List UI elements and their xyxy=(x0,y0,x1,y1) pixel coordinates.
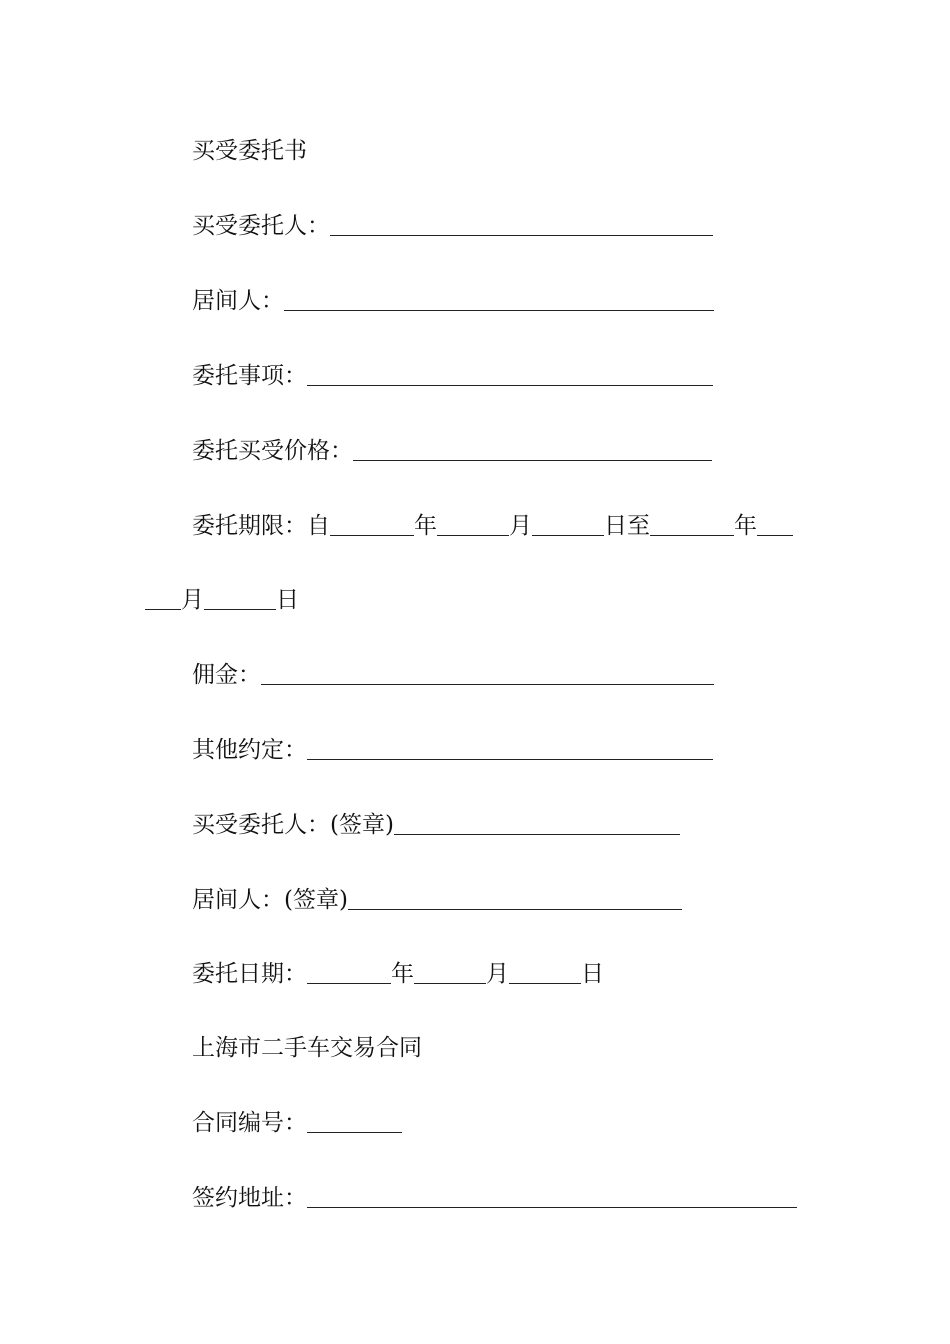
other-label: 其他约定： xyxy=(192,737,307,763)
commission-label: 佣金： xyxy=(192,662,261,688)
other-blank[interactable] xyxy=(307,737,713,760)
sign-address-blank[interactable] xyxy=(307,1185,797,1208)
broker-sign-blank[interactable] xyxy=(348,887,682,910)
contract-no-label: 合同编号： xyxy=(192,1110,307,1136)
price-line xyxy=(192,436,712,466)
date-month-blank[interactable] xyxy=(414,961,486,984)
buyer-blank[interactable] xyxy=(330,213,713,236)
buyer-line xyxy=(192,211,713,241)
broker-line xyxy=(192,286,714,316)
price-blank[interactable] xyxy=(353,438,712,461)
broker-sign-label: 居间人：(签章) xyxy=(192,887,348,913)
term-end-month-blank-part1[interactable] xyxy=(757,513,793,536)
contract-title-text: 上海市二手车交易合同 xyxy=(192,1035,422,1061)
sign-address-line xyxy=(192,1183,797,1213)
buyer-sign-line xyxy=(192,810,680,840)
contract-title xyxy=(192,1033,422,1063)
contract-no-blank[interactable] xyxy=(307,1110,402,1133)
other-line xyxy=(192,735,713,765)
term-start-day-blank[interactable] xyxy=(532,513,604,536)
date-line xyxy=(192,959,604,989)
price-label: 委托买受价格： xyxy=(192,438,353,464)
term-day-to: 日至 xyxy=(604,513,650,539)
term-end-day-blank[interactable] xyxy=(204,587,276,610)
commission-blank[interactable] xyxy=(261,662,714,685)
date-day-label: 日 xyxy=(581,961,604,987)
broker-blank[interactable] xyxy=(284,288,714,311)
date-month-label: 月 xyxy=(486,961,509,987)
date-label: 委托日期： xyxy=(192,961,307,987)
term-line-continued xyxy=(145,585,299,615)
term-start-month-blank[interactable] xyxy=(437,513,509,536)
date-year-blank[interactable] xyxy=(307,961,391,984)
title-text: 买受委托书 xyxy=(192,138,307,164)
commission-line xyxy=(192,660,714,690)
term-label: 委托期限： xyxy=(192,513,307,539)
term-start-month-label: 月 xyxy=(509,513,532,539)
matter-label: 委托事项： xyxy=(192,363,307,389)
date-day-blank[interactable] xyxy=(509,961,581,984)
document-title xyxy=(192,136,307,166)
broker-sign-line xyxy=(192,885,682,915)
matter-line xyxy=(192,361,713,391)
date-year-label: 年 xyxy=(391,961,414,987)
buyer-label: 买受委托人： xyxy=(192,213,330,239)
term-end-year-label: 年 xyxy=(734,513,757,539)
term-end-month-label: 月 xyxy=(181,587,204,613)
term-start-year-label: 年 xyxy=(414,513,437,539)
buyer-sign-blank[interactable] xyxy=(394,812,680,835)
broker-label: 居间人： xyxy=(192,288,284,314)
term-from: 自 xyxy=(307,513,330,539)
term-end-year-blank[interactable] xyxy=(650,513,734,536)
term-end-month-blank-part2[interactable] xyxy=(145,587,181,610)
term-line xyxy=(192,511,793,541)
sign-address-label: 签约地址： xyxy=(192,1185,307,1211)
term-start-year-blank[interactable] xyxy=(330,513,414,536)
contract-no-line xyxy=(192,1108,402,1138)
buyer-sign-label: 买受委托人：(签章) xyxy=(192,812,394,838)
term-end-day-label: 日 xyxy=(276,587,299,613)
matter-blank[interactable] xyxy=(307,363,713,386)
